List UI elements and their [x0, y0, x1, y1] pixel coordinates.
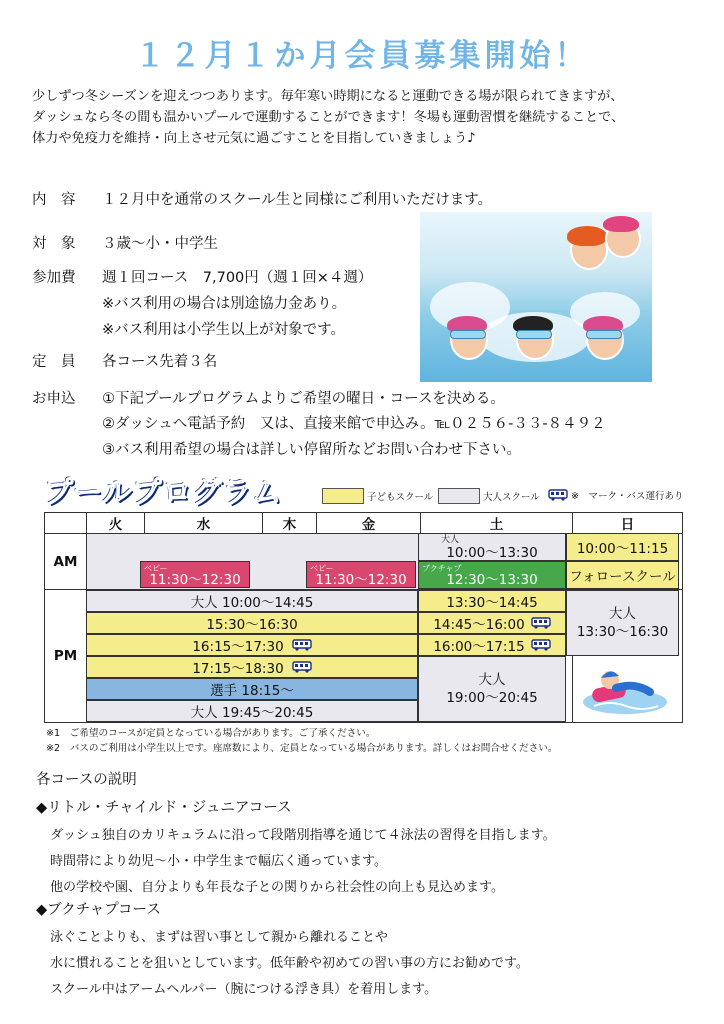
bus-icon: [292, 639, 312, 651]
capacity-row: [32, 350, 217, 371]
weekday-adult-night-slot: 大人 19:45～20:45: [86, 700, 418, 722]
course1-line: 時間帯により幼児～小・中学生まで幅広く通っています。: [50, 854, 387, 869]
slot-time: 14:45～16:00: [433, 617, 525, 633]
apply-step: ②ダッシュへ電話予約 又は、直接来館で申込み。℡０２５６-３３-８４９２: [102, 416, 606, 432]
intro-text: [32, 86, 702, 149]
sat-pm-slot-3: [418, 634, 566, 656]
legend-kids-label: 子どもスクール: [367, 492, 434, 503]
notes: [46, 726, 557, 756]
capacity-label: 定 員: [32, 354, 76, 370]
slot-tag: 大人: [609, 606, 636, 622]
sun-follow-slot: フォロースクール: [566, 561, 679, 589]
slot-time: 12:30～13:30: [446, 572, 538, 588]
bus-icon: [531, 617, 551, 629]
sat-am-adult-slot: [418, 533, 566, 561]
course2-line: 水に慣れることを狙いとしています。低年齢や初めての習い事の方にお勧めです。: [50, 956, 529, 971]
legend-kids: [322, 488, 433, 504]
baby-slot-fri: [306, 561, 416, 588]
slot-tag: ブクチャプ: [422, 564, 462, 573]
courses-heading: 各コースの説明: [36, 772, 137, 788]
apply-row: [32, 387, 505, 408]
day-sat: 土: [421, 513, 573, 534]
fee-note: ※バス利用は小学生以上が対象です。: [102, 322, 345, 338]
sun-pm-adult-slot: [566, 590, 679, 656]
legend-bus: [548, 488, 683, 502]
course2-title: ◆ブクチャプコース: [36, 902, 161, 918]
target-value: ３歳～小・中学生: [102, 236, 218, 252]
swimming-kids-photo: [420, 212, 652, 382]
slot-time: 11:30～12:30: [315, 571, 407, 588]
am-label: AM: [45, 534, 87, 590]
legend-adult-swatch: [438, 488, 480, 504]
course1-line: ダッシュ独自のカリキュラムに沿って段階別指導を通じて４泳法の習得を目指します。: [50, 828, 556, 843]
sat-pm-slot-2: [418, 612, 566, 634]
baby-slot-wed: [140, 561, 250, 588]
program-title: プールプログラム: [44, 475, 283, 509]
content-row: [32, 188, 492, 209]
weekday-adult-slot: 大人 10:00～14:45: [86, 590, 418, 612]
slot-time: 16:15～17:30: [192, 639, 284, 655]
day-thu: 木: [263, 513, 317, 534]
day-wed: 水: [145, 513, 263, 534]
fee-value: 週１回コース 7,700円（週１回×４週）: [102, 270, 373, 286]
sat-pm-slot-1: 13:30～14:45: [418, 590, 566, 612]
swimmer-illustration: [580, 662, 670, 716]
slot-tag: 大人: [478, 672, 506, 688]
intro-line: 少しずつ冬シーズンを迎えつつあります。毎年寒い時期になると運動できる場が限られてきますが、: [32, 89, 624, 104]
weekday-slot-3: [86, 656, 418, 678]
course1-line: 他の学校や園、自分よりも年長な子との関りから社会性の向上も見込めます。: [50, 880, 504, 895]
bus-icon: [548, 489, 568, 501]
apply-step: ③バス利用希望の場合は詳しい停留所などお問い合わせ下さい。: [102, 442, 521, 458]
senshu-slot: 選手 18:15～: [86, 678, 418, 700]
fee-row: [32, 266, 372, 287]
weekday-slot-1: 15:30～16:30: [86, 612, 418, 634]
slot-time: 17:15～18:30: [192, 661, 284, 677]
content-value: １２月中を通常のスクール生と同様にご利用いただけます。: [102, 192, 493, 208]
day-fri: 金: [317, 513, 421, 534]
legend-kids-swatch: [322, 488, 364, 504]
bus-icon: [292, 661, 312, 673]
course1-title: ◆リトル・チャイルド・ジュニアコース: [36, 800, 292, 816]
day-tue: 火: [87, 513, 145, 534]
bukuchap-slot: [418, 561, 566, 589]
intro-line: 体力や免疫力を維持・向上させ元気に過ごすことを目指していきましょう♪: [32, 131, 476, 146]
apply-step: ①下記プールプログラムよりご希望の曜日・コースを決める。: [102, 391, 505, 407]
pm-label: PM: [45, 590, 87, 723]
content-label: 内 容: [32, 192, 76, 208]
weekday-slot-2: [86, 634, 418, 656]
fee-note: ※バス利用の場合は別途協力金あり。: [102, 296, 347, 312]
target-row: [32, 232, 218, 253]
slot-time: 13:30～16:30: [576, 624, 669, 640]
bus-icon: [531, 639, 551, 651]
course2-line: スクール中はアームヘルパー（腕につける浮き具）を着用します。: [50, 982, 438, 997]
slot-tag: ベビー: [144, 564, 168, 573]
capacity-value: 各コース先着３名: [102, 354, 218, 370]
intro-line: ダッシュなら冬の間も温かいプールで運動することができます！冬場も運動習慣を継続することで、: [32, 110, 625, 125]
note-line: ※1 ご希望のコースが定員となっている場合があります。ご了承ください。: [46, 728, 376, 739]
apply-label: お申込: [32, 391, 76, 407]
legend-adult-label: 大人スクール: [483, 492, 540, 503]
slot-time: 16:00～17:15: [433, 639, 525, 655]
page-title: １２月１か月会員募集開始！: [134, 38, 590, 74]
corner-cell: [45, 513, 87, 534]
fee-label: 参加費: [32, 270, 76, 286]
slot-time: 19:00～20:45: [446, 690, 538, 706]
legend-bus-label: ※ マーク・バス運行あり: [571, 491, 684, 502]
day-sun: 日: [573, 513, 683, 534]
legend-adult: [438, 488, 540, 504]
note-line: ※2 バスのご利用は小学生以上です。座席数により、定員となっている場合があります。詳しくはお問合せください。: [46, 743, 558, 754]
target-label: 対 象: [32, 236, 76, 252]
slot-tag: 大人: [441, 535, 460, 545]
sat-pm-adult-slot: [418, 656, 566, 722]
course2-line: 泳ぐことよりも、まずは習い事として親から離れることや: [50, 930, 389, 945]
sun-am-slot: 10:00～11:15: [566, 533, 679, 561]
slot-time: 10:00～13:30: [446, 545, 538, 561]
slot-time: 11:30～12:30: [149, 571, 241, 588]
slot-tag: ベビー: [310, 564, 334, 573]
